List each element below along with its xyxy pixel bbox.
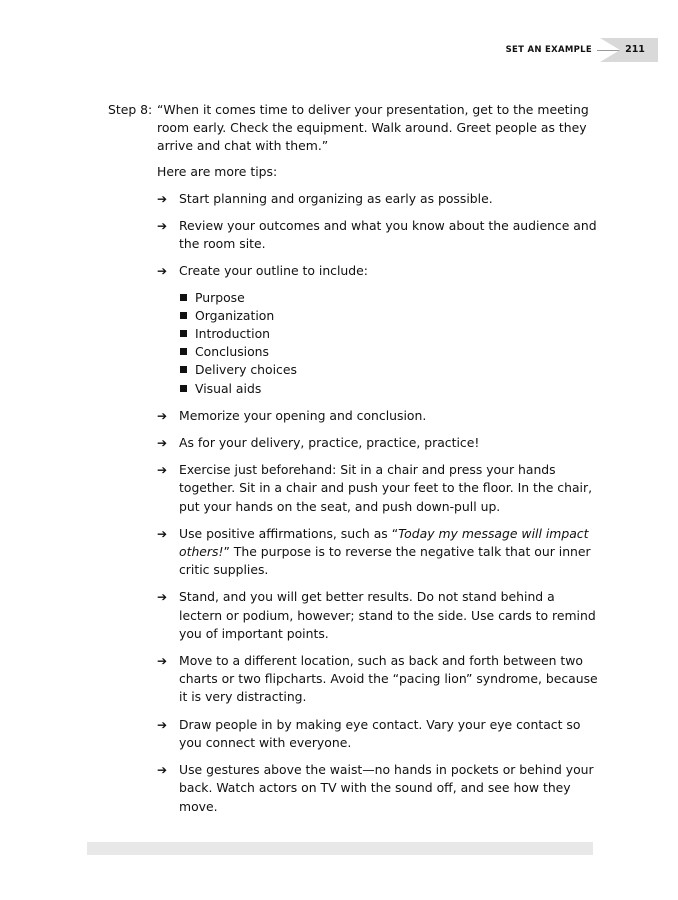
section-title: SET AN EXAMPLE	[505, 45, 592, 55]
tip-item	[157, 190, 600, 208]
tip-item	[157, 716, 600, 752]
arrow-bullet-icon: ➔	[157, 436, 168, 451]
outline-item	[179, 307, 600, 325]
square-bullet-icon	[180, 312, 187, 319]
outline-item	[179, 325, 600, 343]
tip-item	[157, 761, 600, 816]
tip-text: Use gestures above the waist—no hands in pockets or behind your back. Watch actors on TV with the sound off, and see how they move.	[179, 762, 594, 814]
affirmation-quote: Today my message will impact others!	[179, 525, 589, 560]
outline-item-text: Organization	[195, 307, 275, 323]
tip-text: Stand, and you will get better results. Do not stand behind a lectern or podium, however; stand to the side. Use cards to remind you of important points.	[179, 589, 596, 641]
step-text: “When it comes time to deliver your presentation, get to the meeting room early. Check the equipment. Walk around. Greet people as they arrive and chat with them.”	[157, 102, 589, 154]
tip-text: As for your delivery, practice, practice, practice!	[179, 435, 480, 451]
tip-text	[179, 526, 591, 577]
tip-text: Draw people in by making eye contact. Vary your eye contact so you connect with everyone.	[179, 716, 581, 750]
tip-item	[157, 217, 600, 253]
tip-item	[157, 407, 600, 425]
tip-item	[157, 262, 600, 397]
arrow-bullet-icon: ➔	[157, 526, 168, 541]
outline-item-text: Introduction	[195, 326, 271, 342]
outline-item	[179, 380, 600, 398]
outline-item	[179, 343, 600, 361]
tip-text: Exercise just beforehand: Sit in a chair and press your hands together. Sit in a chair and push your feet to the floor. In the chair, put your hands on the seat, and push down-pull up.	[179, 462, 593, 514]
tip-item	[157, 525, 600, 580]
tip-text: Move to a different location, such as back and forth between two charts or two flipcharts. Avoid the “pacing lion” syndrome, because it is very distracting.	[179, 653, 598, 705]
tip-item	[157, 588, 600, 643]
arrow-bullet-icon: ➔	[157, 264, 168, 279]
arrow-bullet-icon: ➔	[157, 219, 168, 234]
arrow-bullet-icon: ➔	[157, 463, 168, 478]
arrow-bullet-icon: ➔	[157, 654, 168, 669]
page-number: 211	[625, 44, 645, 55]
arrow-bullet-icon: ➔	[157, 590, 168, 605]
tip-text: Create your outline to include:	[179, 263, 368, 279]
tip-text: Start planning and organizing as early as possible.	[179, 190, 493, 206]
square-bullet-icon	[180, 330, 187, 337]
arrow-bullet-icon: ➔	[157, 408, 168, 423]
outline-item-text: Delivery choices	[195, 362, 297, 378]
footer-bar	[87, 842, 593, 855]
arrow-bullet-icon: ➔	[157, 191, 168, 206]
arrow-bullet-icon: ➔	[157, 763, 168, 778]
outline-item	[179, 289, 600, 307]
running-head	[0, 38, 678, 64]
step-label: Step 8:	[108, 102, 153, 117]
affirmation-after: ” The purpose is to reverse the negative talk that our inner critic supplies.	[179, 544, 591, 578]
page-content	[108, 101, 600, 816]
tip-text: Review your outcomes and what you know about the audience and the room site.	[179, 218, 597, 252]
tip-item	[157, 461, 600, 516]
outline-list	[179, 289, 600, 398]
square-bullet-icon	[180, 348, 187, 355]
affirmation-before: Use positive affirmations, such as “	[179, 525, 399, 541]
page-tab	[600, 38, 620, 62]
step-paragraph	[108, 101, 600, 156]
tips-list	[108, 190, 600, 816]
tip-text: Memorize your opening and conclusion.	[179, 407, 427, 423]
outline-item-text: Purpose	[195, 289, 245, 305]
outline-item	[179, 361, 600, 379]
arrow-bullet-icon: ➔	[157, 717, 168, 732]
tips-intro: Here are more tips:	[157, 163, 278, 179]
outline-item-text: Conclusions	[195, 344, 269, 360]
square-bullet-icon	[180, 294, 187, 301]
outline-item-text: Visual aids	[195, 380, 262, 396]
square-bullet-icon	[180, 385, 187, 392]
tip-item	[157, 434, 600, 452]
tip-item	[157, 652, 600, 707]
square-bullet-icon	[180, 366, 187, 373]
